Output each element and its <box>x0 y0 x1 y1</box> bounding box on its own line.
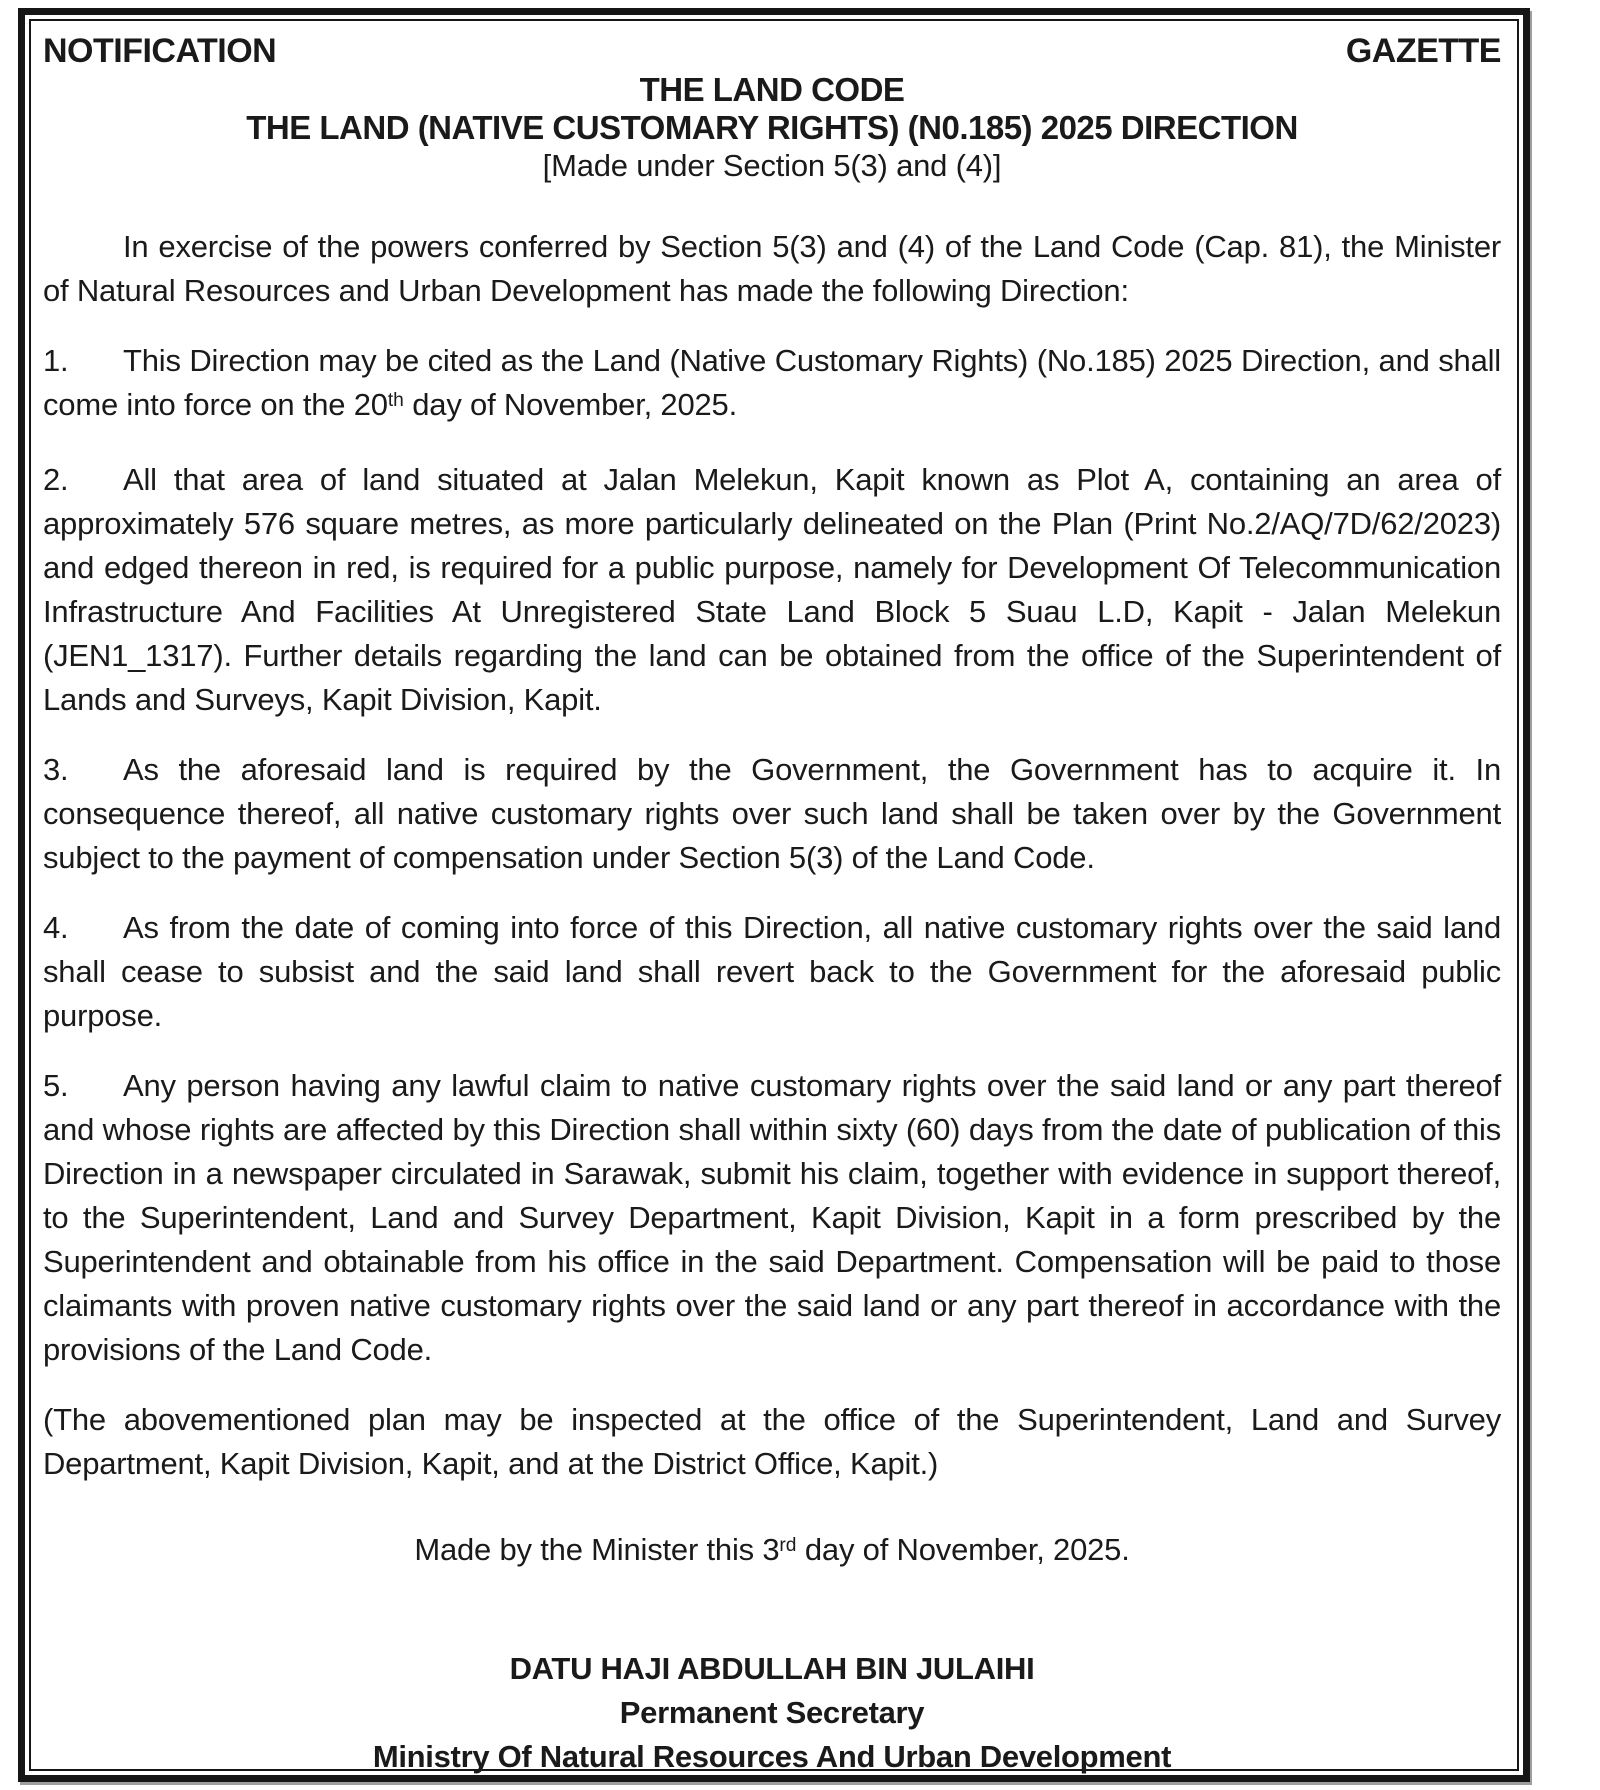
inspection-note: (The abovementioned plan may be inspected at the office of the Superintendent, Land and Survey Department, Kapit Division, Kapit, and at the District Office, Kapit.) <box>43 1402 1501 1481</box>
document-outer-border <box>18 8 1530 1782</box>
direction-item-1 <box>43 339 1501 432</box>
item-text-pre: This Direction may be cited as the Land (Native Customary Rights) (No.185) 2025 Direction, and shall come into force on the 20 <box>43 343 1501 422</box>
made-under-subtitle: [Made under Section 5(3) and (4)] <box>542 148 1002 183</box>
signatory-title: Permanent Secretary <box>619 1695 925 1730</box>
document-inner-border <box>29 19 1519 1774</box>
made-by-line <box>43 1528 1501 1577</box>
item-text: Any person having any lawful claim to native customary rights over the said land or any part thereof and whose rights are affected by this Direction shall within sixty (60) days from the date of publication of this Direction in a newspaper circulated in Sarawak, submit his claim, together with evidence in support thereof, to the Superintendent, Land and Survey Department, Kapit Division, Kapit in a form prescribed by the Superintendent and obtainable from his office in the said Department. Compensation will be paid to those claimants with proven native customary rights over the said land or any part thereof in accordance with the provisions of the Land Code. <box>43 1068 1501 1367</box>
direction-item-5 <box>43 1064 1501 1372</box>
document-header-row <box>43 31 1501 71</box>
item-number: 3. <box>43 752 69 787</box>
direction-item-4 <box>43 906 1501 1038</box>
signatory-ministry: Ministry Of Natural Resources And Urban Development <box>372 1739 1172 1774</box>
ordinal-superscript: rd <box>779 1535 797 1557</box>
item-text: All that area of land situated at Jalan Melekun, Kapit known as Plot A, containing an area of approximately 576 square metres, as more particularly delineated on the Plan (Print No.2/AQ/7D/62/2023) and edged thereon in red, is required for a public purpose, namely for Development Of Telecommunication Infrastructure And Facilities At Unregistered State Land Block 5 Suau L.D, Kapit - Jalan Melekun (JEN1_1317). Further details regarding the land can be obtained from the office of the Superintendent of Lands and Surveys, Kapit Division, Kapit. <box>43 462 1501 717</box>
item-number: 2. <box>43 462 69 497</box>
direction-item-3 <box>43 748 1501 880</box>
direction-title: THE LAND (NATIVE CUSTOMARY RIGHTS) (N0.185) 2025 DIRECTION <box>246 109 1298 146</box>
item-number: 4. <box>43 910 69 945</box>
intro-paragraph: In exercise of the powers conferred by Section 5(3) and (4) of the Land Code (Cap. 81), the Minister of Natural Resources and Urban Development has made the following Direction: <box>43 229 1501 308</box>
signature-block <box>43 1647 1501 1779</box>
direction-item-2 <box>43 458 1501 722</box>
document-content <box>43 31 1501 1774</box>
item-text: As from the date of coming into force of this Direction, all native customary rights over the said land shall cease to subsist and the said land shall revert back to the Government for the aforesaid public purpose. <box>43 910 1501 1033</box>
item-number: 1. <box>43 343 69 378</box>
made-by-text-post: day of November, 2025. <box>796 1532 1130 1567</box>
item-number: 5. <box>43 1068 69 1103</box>
item-text: As the aforesaid land is required by the Government, the Government has to acquire it. In consequence thereof, all native customary rights over such land shall be taken over by the Government subject to the payment of compensation under Section 5(3) of the Land Code. <box>43 752 1501 875</box>
signatory-name: DATU HAJI ABDULLAH BIN JULAIHI <box>509 1651 1035 1686</box>
ordinal-superscript: th <box>387 390 404 412</box>
made-by-text-pre: Made by the Minister this 3 <box>414 1532 780 1567</box>
item-text-post: day of November, 2025. <box>403 387 738 422</box>
notification-label: NOTIFICATION <box>43 32 277 70</box>
gazette-label: GAZETTE <box>1345 32 1501 70</box>
act-title: THE LAND CODE <box>639 71 905 108</box>
